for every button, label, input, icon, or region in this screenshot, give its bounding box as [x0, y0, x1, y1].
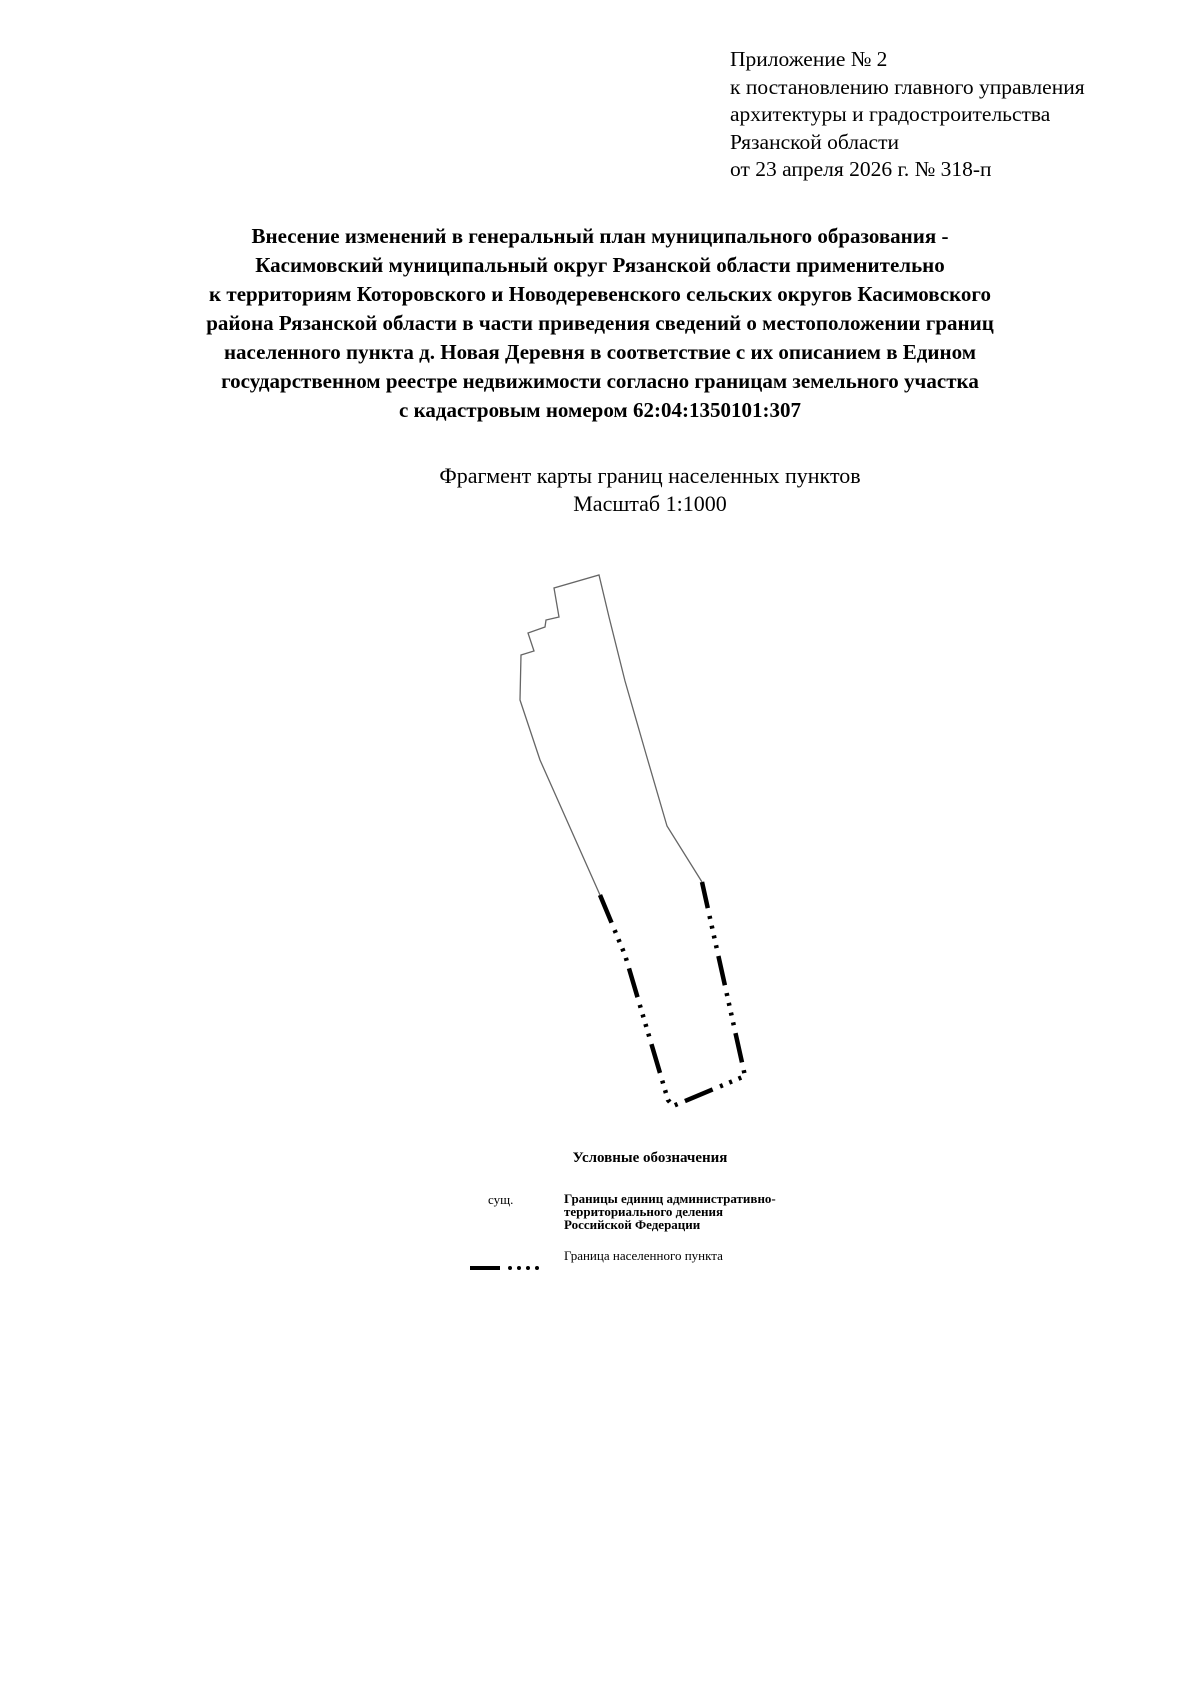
title-line: района Рязанской области в части приведения сведений о местоположении границ [206, 311, 994, 335]
map-caption-title: Фрагмент карты границ населенных пунктов [439, 463, 861, 488]
legend-dot [508, 1266, 512, 1270]
map-scale: Масштаб 1:1000 [573, 491, 727, 516]
legend-dot [517, 1266, 521, 1270]
legend-admin-boundary-label [564, 1192, 884, 1231]
title-line: к территориям Которовского и Новодеревенского сельских округов Касимовского [209, 282, 991, 306]
title-line: населенного пункта д. Новая Деревня в соответствие с их описанием в Едином [223, 340, 977, 364]
appendix-line: архитектуры и градостроительства [730, 102, 1051, 126]
legend-dot [535, 1266, 539, 1270]
admin-boundary-line [520, 575, 702, 895]
legend-settlement-boundary-label: Граница населенного пункта [564, 1248, 723, 1263]
legend-admin-line: Российской Федерации [564, 1217, 701, 1232]
legend-admin-line: Границы единиц административно- [564, 1191, 776, 1206]
appendix-line: Рязанской области [730, 129, 899, 154]
settlement-boundary-line [600, 882, 745, 1106]
title-line: государственном реестре недвижимости согласно границам земельного участка [221, 369, 979, 393]
title-line: Касимовский муниципальный округ Рязанской области применительно [255, 253, 945, 277]
appendix-line: Приложение № 2 [730, 47, 888, 71]
legend-admin-code: сущ. [488, 1192, 514, 1207]
legend-dot [526, 1266, 530, 1270]
title-line: Внесение изменений в генеральный план муниципального образования - [251, 224, 949, 248]
appendix-line: к постановлению главного управления [730, 74, 1085, 99]
legend-admin-line: территориального деления [564, 1204, 724, 1219]
appendix-line: от 23 апреля 2026 г. № 318-п [730, 157, 992, 181]
title-line: с кадастровым номером 62:04:1350101:307 [399, 398, 801, 422]
legend-title: Условные обозначения [572, 1150, 728, 1166]
